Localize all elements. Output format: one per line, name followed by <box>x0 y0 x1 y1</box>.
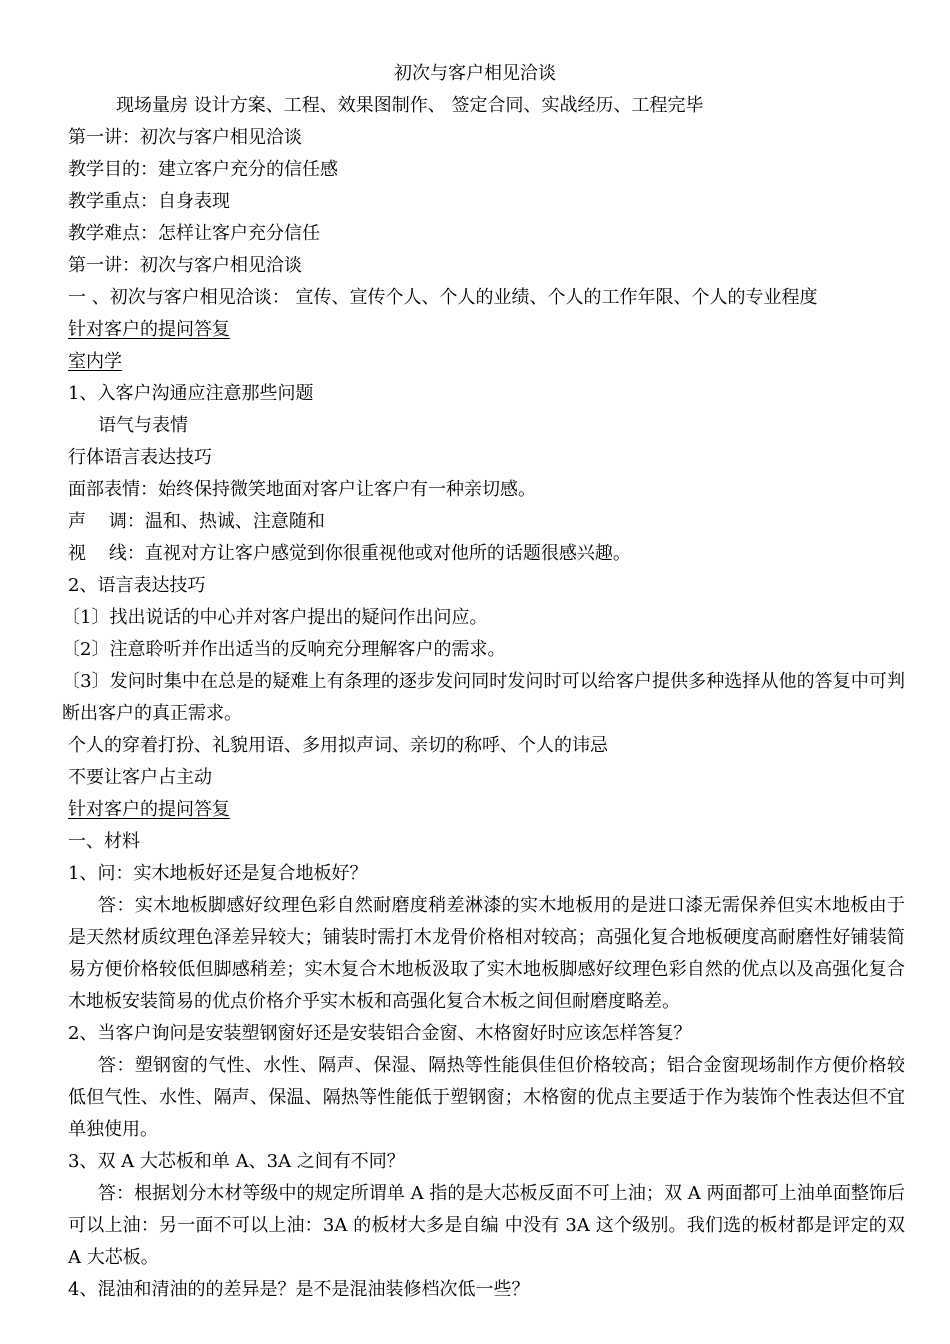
link-client-reply-2[interactable]: 针对客户的提问答复 <box>68 799 230 820</box>
voice-tone: 声 调：温和、热诚、注意随和 <box>68 511 325 532</box>
lecture-heading: 第一讲：初次与客户相见洽谈 <box>68 127 302 148</box>
answer-3: 答：根据划分木材等级中的规定所谓单 A 指的是大芯板反面不可上油；双 A 两面都可上油单面整饰后可以上油：另一面不可以上油：3A 的板材大多是自编 中没有 3A 这个级别。我们选的板材都是评定的双 A 大芯板。 <box>68 1183 905 1268</box>
doc-title: 初次与客户相见洽谈 <box>394 63 556 84</box>
question-2: 2、当客户询问是安装塑钢窗好还是安装铝合金窗、木格窗好时应该怎样答复？ <box>68 1023 692 1044</box>
link-client-reply[interactable]: 针对客户的提问答复 <box>68 319 230 340</box>
skill-point-3: 〔3〕发问时集中在总是的疑难上有条理的逐步发问同时发问时可以给客户提供多种选择从他的答复中可判断出客户的真正需求。 <box>62 671 905 724</box>
item-language-skills: 2、语言表达技巧 <box>68 575 206 596</box>
section-materials: 一、材料 <box>68 831 140 852</box>
lecture-heading-repeat: 第一讲：初次与客户相见洽谈 <box>68 255 302 276</box>
section-first-meeting: 一 、初次与客户相见洽谈： 宣传、宣传个人、个人的业绩、个人的工作年限、个人的专业程度 <box>68 287 818 308</box>
question-3: 3、双 A 大芯板和单 A、3A 之间有不同？ <box>68 1151 405 1172</box>
tone-expression: 语气与表情 <box>98 415 188 436</box>
answer-1: 答：实木地板脚感好纹理色彩自然耐磨度稍差淋漆的实木地板用的是进口漆无需保养但实木地板由于是天然材质纹理色泽差异较大；铺装时需打木龙骨价格相对较高；高强化复合地板硬度高耐磨性好铺装简易方便价格较低但脚感稍差；实木复合木地板汲取了实木地板脚感好纹理色彩自然的优点以及高强化复合木地板安装简易的优点价格介乎实木板和高强化复合木板之间但耐磨度略差。 <box>68 895 905 1012</box>
teaching-difficulty: 教学难点：怎样让客户充分信任 <box>68 223 320 244</box>
teaching-goal: 教学目的：建立客户充分的信任感 <box>68 159 338 180</box>
dress-manners: 个人的穿着打扮、礼貌用语、多用拟声词、亲切的称呼、个人的讳忌 <box>68 735 608 756</box>
teaching-focus: 教学重点：自身表现 <box>68 191 230 212</box>
question-4: 4、混油和清油的的差异是？是不是混油装修档次低一些？ <box>68 1279 530 1300</box>
skill-point-1: 〔1〕找出说话的中心并对客户提出的疑问作出问应。 <box>62 607 488 628</box>
skill-point-2: 〔2〕注意聆听并作出适当的反响充分理解客户的需求。 <box>62 639 506 660</box>
body-language: 行体语言表达技巧 <box>68 447 212 468</box>
eye-contact: 视 线：直视对方让客户感觉到你很重视他或对他所的话题很感兴趣。 <box>68 543 631 564</box>
item-communication: 1、入客户沟通应注意那些问题 <box>68 383 314 404</box>
facial-expression: 面部表情：始终保持微笑地面对客户让客户有一种亲切感。 <box>68 479 536 500</box>
link-indoor-study[interactable]: 室内学 <box>68 351 122 372</box>
answer-2: 答：塑钢窗的气性、水性、隔声、保湿、隔热等性能俱佳但价格较高；铝合金窗现场制作方便价格较低但气性、水性、隔声、保温、隔热等性能低于塑钢窗；木格窗的优点主要适于作为装饰个性表达但不宜单独使用。 <box>68 1055 905 1140</box>
question-1: 1、问：实木地板好还是复合地板好？ <box>68 863 368 884</box>
keep-initiative: 不要让客户占主动 <box>68 767 212 788</box>
doc-subtitle: 现场量房 设计方案、工程、效果图制作、 签定合同、实战经历、工程完毕 <box>116 95 704 116</box>
